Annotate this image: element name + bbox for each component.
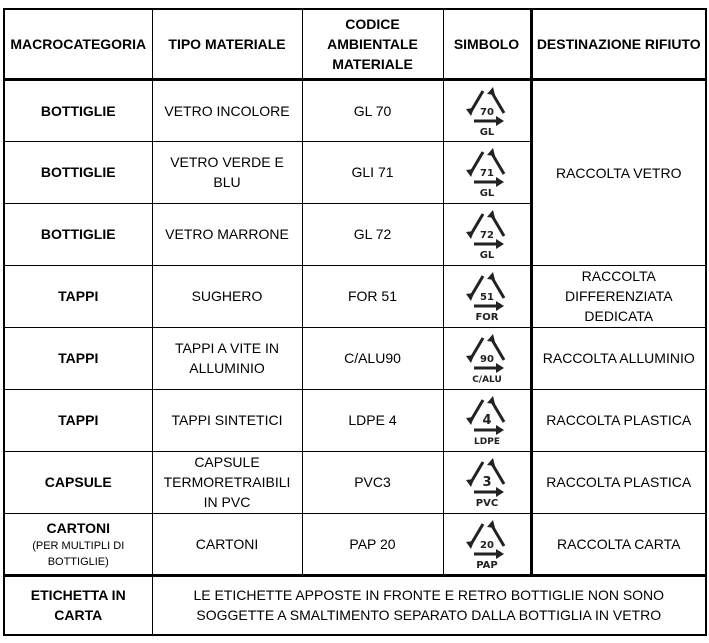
codice-cell: GL 70 bbox=[302, 79, 443, 141]
recycle-triangle-icon bbox=[462, 394, 512, 446]
recycle-triangle-icon bbox=[462, 85, 512, 137]
arrow-head-icon bbox=[496, 549, 504, 559]
codice-cell: LDPE 4 bbox=[302, 389, 443, 451]
recycle-triangle-icon bbox=[462, 332, 512, 384]
codice-cell: C/ALU90 bbox=[302, 327, 443, 389]
recycle-triangle-icon bbox=[462, 270, 512, 322]
codice-cell: FOR 51 bbox=[302, 265, 443, 327]
arrow-head-icon bbox=[466, 293, 474, 301]
codice-cell: GLI 71 bbox=[302, 141, 443, 203]
recycle-triangle-icon bbox=[462, 456, 512, 508]
symbol-label: C/ALU bbox=[471, 375, 502, 384]
header-macrocategoria: MACROCATEGORIA bbox=[4, 9, 152, 79]
arrow-head-icon bbox=[487, 210, 495, 218]
macro-cell: TAPPI bbox=[4, 327, 152, 389]
symbol-number: 51 bbox=[479, 292, 494, 303]
arrow-head-icon bbox=[466, 355, 474, 363]
symbol-number: 20 bbox=[479, 539, 494, 551]
table-row bbox=[4, 513, 706, 575]
tipo-cell: TAPPI A VITE IN ALLUMINIO bbox=[152, 327, 302, 389]
table-row bbox=[4, 79, 706, 141]
arrow-head-icon bbox=[496, 239, 504, 249]
arrow-head-icon bbox=[466, 479, 474, 487]
arrow-head-icon bbox=[487, 87, 495, 95]
symbol-number: 90 bbox=[479, 354, 494, 365]
arrow-head-icon bbox=[496, 487, 504, 497]
macro-cell: BOTTIGLIE bbox=[4, 79, 152, 141]
macro-cell bbox=[4, 513, 152, 575]
arrow-head-icon bbox=[487, 148, 495, 156]
recycle-triangle-icon bbox=[462, 518, 512, 570]
symbol-cell bbox=[443, 389, 531, 451]
symbol-label: GL bbox=[479, 250, 494, 260]
macro-label: CARTONI bbox=[46, 519, 111, 536]
tipo-cell: VETRO INCOLORE bbox=[152, 79, 302, 141]
destinazione-cell: RACCOLTA CARTA bbox=[531, 513, 706, 575]
destinazione-cell: RACCOLTA PLASTICA bbox=[531, 389, 706, 451]
destinazione-cell: RACCOLTA PLASTICA bbox=[531, 451, 706, 513]
tipo-cell: TAPPI SINTETICI bbox=[152, 389, 302, 451]
symbol-label: PVC bbox=[475, 498, 498, 508]
header-destinazione: DESTINAZIONE RIFIUTO bbox=[531, 9, 706, 79]
arrow-head-icon bbox=[487, 272, 495, 280]
tipo-cell: VETRO VERDE E BLU bbox=[152, 141, 302, 203]
arrow-head-icon bbox=[466, 231, 474, 239]
arrow-head-icon bbox=[496, 425, 504, 435]
table-row bbox=[4, 389, 706, 451]
tipo-cell: CARTONI bbox=[152, 513, 302, 575]
recycling-table bbox=[3, 8, 707, 636]
arrow-head-icon bbox=[496, 177, 504, 187]
symbol-number: 4 bbox=[481, 413, 492, 428]
table-row bbox=[4, 451, 706, 513]
symbol-cell bbox=[443, 79, 531, 141]
arrow-head-icon bbox=[487, 458, 495, 466]
arrow-head-icon bbox=[487, 396, 495, 404]
symbol-label: LDPE bbox=[473, 437, 500, 446]
symbol-number: 3 bbox=[481, 475, 492, 490]
note-text: LE ETICHETTE APPOSTE IN FRONTE E RETRO BOTTIGLIE NON SONO SOGGETTE A SMALTIMENTO SEPARATO DALLA BOTTIGLIA IN VETRO bbox=[152, 575, 706, 635]
macro-sublabel: (PER MULTIPLI DI BOTTIGLIE) bbox=[32, 539, 125, 568]
macro-cell: TAPPI bbox=[4, 389, 152, 451]
tipo-cell: CAPSULE TERMORETRAIBILI IN PVC bbox=[152, 451, 302, 513]
symbol-label: PAP bbox=[475, 559, 498, 570]
destinazione-cell: RACCOLTA VETRO bbox=[531, 79, 706, 265]
tipo-cell: VETRO MARRONE bbox=[152, 203, 302, 265]
destinazione-cell: RACCOLTA DIFFERENZIATA DEDICATA bbox=[531, 265, 706, 327]
symbol-cell bbox=[443, 141, 531, 203]
arrow-head-icon bbox=[487, 520, 495, 528]
symbol-label: GL bbox=[479, 188, 494, 198]
recycle-triangle-icon bbox=[462, 208, 512, 260]
destinazione-cell: RACCOLTA ALLUMINIO bbox=[531, 327, 706, 389]
macro-cell: TAPPI bbox=[4, 265, 152, 327]
symbol-cell bbox=[443, 203, 531, 265]
codice-cell: PAP 20 bbox=[302, 513, 443, 575]
table-row bbox=[4, 265, 706, 327]
arrow-head-icon bbox=[466, 417, 474, 425]
arrow-head-icon bbox=[466, 541, 474, 549]
arrow-head-icon bbox=[466, 108, 474, 116]
header-tipo-materiale: TIPO MATERIALE bbox=[152, 9, 302, 79]
codice-cell: GL 72 bbox=[302, 203, 443, 265]
header-codice-ambientale: CODICE AMBIENTALE MATERIALE bbox=[302, 9, 443, 79]
note-row bbox=[4, 575, 706, 635]
header-simbolo: SIMBOLO bbox=[443, 9, 531, 79]
table-row bbox=[4, 327, 706, 389]
symbol-cell bbox=[443, 327, 531, 389]
header-row bbox=[4, 9, 706, 79]
arrow-head-icon bbox=[496, 301, 504, 311]
symbol-number: 71 bbox=[479, 168, 494, 179]
recycle-triangle-icon bbox=[462, 146, 512, 198]
symbol-number: 72 bbox=[479, 230, 494, 241]
macro-cell: BOTTIGLIE bbox=[4, 203, 152, 265]
arrow-head-icon bbox=[466, 169, 474, 177]
symbol-cell bbox=[443, 451, 531, 513]
note-label: ETICHETTA IN CARTA bbox=[4, 575, 152, 635]
symbol-label: FOR bbox=[474, 312, 499, 322]
codice-cell: PVC3 bbox=[302, 451, 443, 513]
symbol-number: 70 bbox=[479, 106, 494, 118]
arrow-head-icon bbox=[487, 334, 495, 342]
symbol-cell bbox=[443, 265, 531, 327]
arrow-head-icon bbox=[496, 363, 504, 373]
arrow-head-icon bbox=[496, 116, 504, 126]
macro-cell: BOTTIGLIE bbox=[4, 141, 152, 203]
tipo-cell: SUGHERO bbox=[152, 265, 302, 327]
symbol-cell bbox=[443, 513, 531, 575]
macro-cell: CAPSULE bbox=[4, 451, 152, 513]
symbol-label: GL bbox=[479, 126, 494, 137]
